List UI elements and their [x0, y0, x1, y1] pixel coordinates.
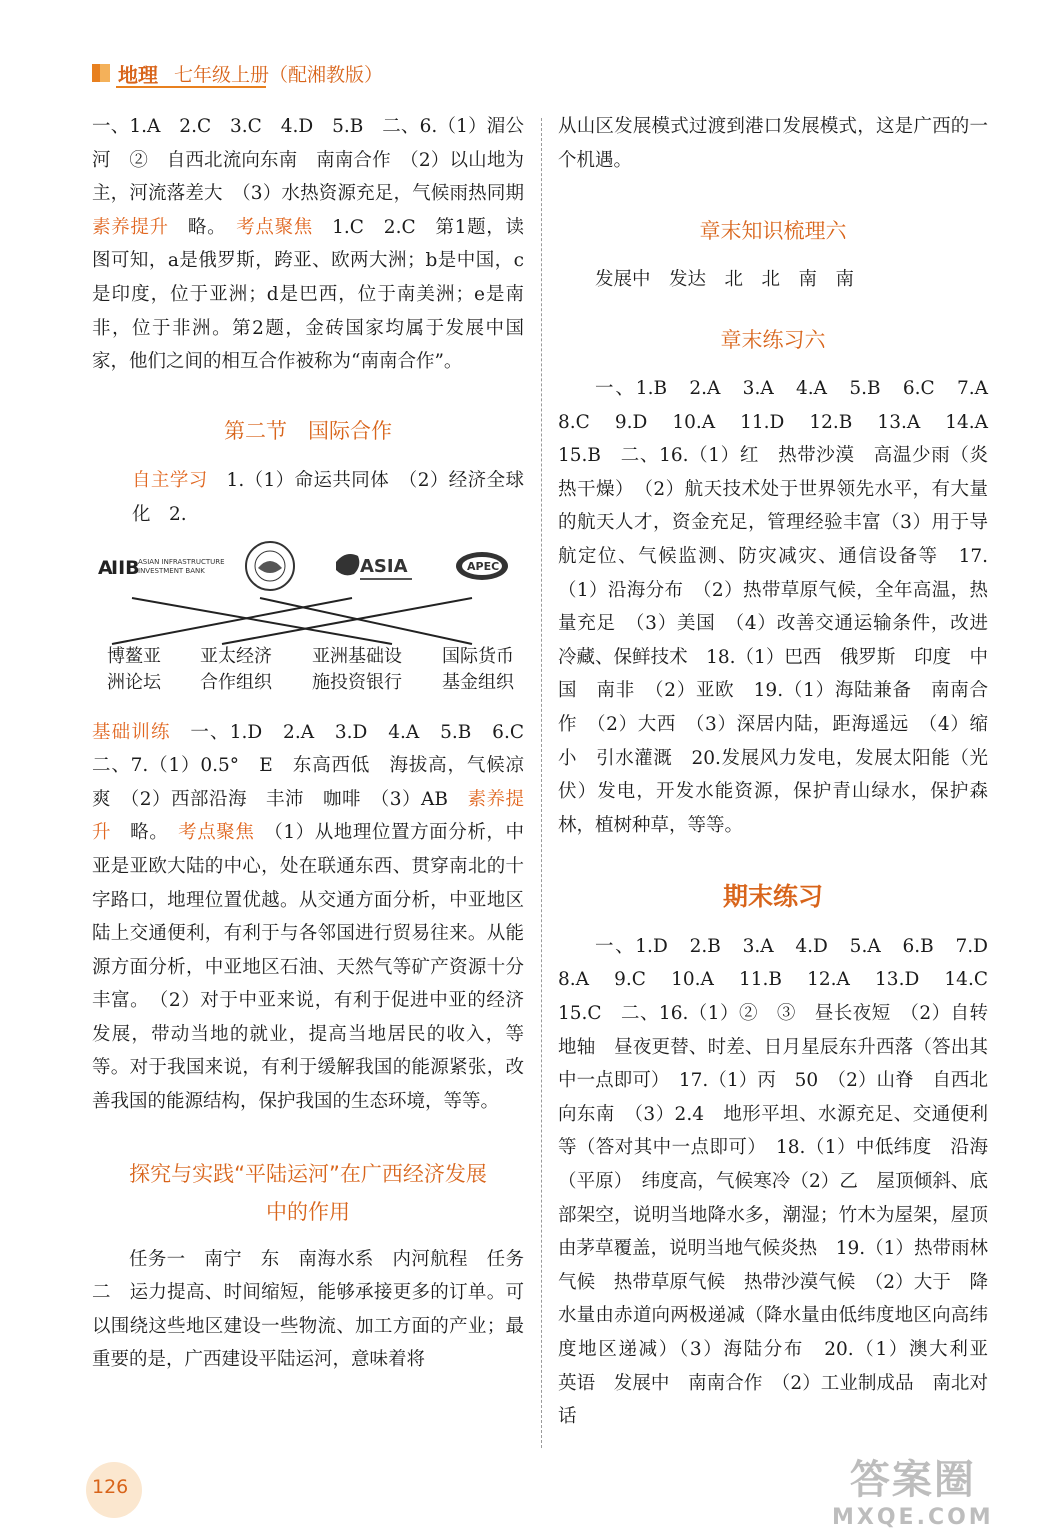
boao-logo-text: ASIA — [360, 555, 408, 577]
final-exercise-answers: 一、1.D 2.B 3.A 4.D 5.A 6.B 7.D 8.A 9.C 10.A 11.B 12.A 13.D 14.C 15.C 二、16.（1）② ③ 昼长夜短 （2）自转 地轴 昼夜更替、时差、日月星辰东升西落（答出其中一点即可） 17.（1）丙 50 （2）山脊 自西北向东南 （3）2.4 地形平坦、水源充足、交通便利等（答对其中一点即可） 18.（1）中低纬度 沿海（平原） 纬度高，气候寒冷（2）乙 屋顶倾斜、底部架空，说明当地降水多，潮湿；竹木为屋架，屋顶由茅草覆盖，说明当地气候炎热 19.（1）热带雨林气候 热带草原气候 热带沙漠气候 （2）大于 降水量由赤道向两极递减（降水量由低纬度地区向高纬度地区递减）（3）海陆分布 20.（1）澳大利亚 英语 发展中 南南合作 （2）工业制成品 南北对话 — [558, 935, 1007, 1428]
page-number: 126 — [92, 1476, 129, 1498]
aiib-logo: A IIB ASIAN INFRASTRUCTURE INVESTMENT BANK — [98, 554, 225, 580]
match-line-2 — [260, 598, 472, 644]
explore-answers: 任务一 南宁 东 南海水系 内河航程 任务二 运力提高、时间缩短，能够承接更多的订单。可以围绕这些地区建设一些物流、加工方面的产业；最重要的是，广西建设平陆运河，意味着将 — [92, 1248, 524, 1371]
chapter6-summary-answers: 发展中 发达 北 北 南 南 — [595, 268, 855, 290]
organization-matching — [92, 540, 524, 644]
svg-text:IIB: IIB — [111, 556, 140, 579]
apec-logo-text: APEC — [467, 559, 500, 573]
answers-block-1: 一、1.A 2.C 3.C 4.D 5.B 二、6.（1）湄公河 ② 自西北流向东南 南南合作 （2）以山地为主，河流落差大 （3）水热资源充足，气候雨热同期 素养提升 略。 考点聚焦 1.C 2.C 第1题，读图可知，a是俄罗斯，跨亚、欧两大洲；b是中国，c是印度，位于亚洲；d是巴西，位于南美洲；e是南非，位于非洲。第2题，金砖国家均属于发展中国家，他们之间的相互合作被称为“南南合作”。 — [92, 116, 543, 373]
basic-training-answers: 基础训练 一、1.D 2.A 3.D 4.A 5.B 6.C 二、7.（1）0.5° E 东高西低 海拔高，气候凉爽 （2）西部沿海 丰沛 咖啡 （3）AB 素养提升 略。 考点聚焦 （1）从地理位置方面分析，中亚是亚欧大陆的中心，处在联通东西、贯穿南北的十字路口，地理位置优越。从交通方面分析，中亚地区陆上交通便利，有利于与各邻国进行贸易往来。从能源方面分析，中亚地区石油、天然气等矿产资源十分丰富。 （2）对于中亚来说，有利于促进中亚的经济发展，带动当地的就业，提高当地居民的收入，等等。对于我国来说，有利于缓解我国的能源紧张，改善我国的能源结构，保护我国的生态环境，等等。 — [92, 721, 543, 1113]
page-header — [92, 58, 383, 88]
header-underline — [116, 86, 266, 88]
watermark — [832, 1448, 994, 1530]
tag-zizhu: 自主学习 — [132, 470, 208, 492]
watermark-title: 答案圈 — [849, 1457, 976, 1503]
label-imf: 国际货币 基金组织 — [442, 645, 514, 693]
book-mark-icon — [92, 62, 112, 84]
svg-text:A: A — [98, 556, 113, 579]
header-subject: 地理 — [118, 62, 158, 87]
column-divider — [541, 118, 542, 1448]
explore-continuation: 从山区发展模式过渡到港口发展模式，这是广西的一个机遇。 — [558, 116, 988, 171]
organization-labels — [92, 644, 524, 716]
tag-jichu: 基础训练 — [92, 721, 171, 743]
match-line-3 — [112, 598, 352, 644]
tag-suyang: 素养提升 — [92, 216, 169, 238]
watermark-url: MXQE.COM — [832, 1505, 994, 1530]
label-aiib: 亚洲基础设 施投资银行 — [312, 645, 402, 693]
matching-lines — [92, 540, 524, 644]
label-apec: 亚太经济 合作组织 — [200, 645, 272, 693]
header-book-title: 七年级上册（配湘教版） — [174, 63, 384, 86]
right-column — [558, 110, 1007, 1434]
tag-kaodian: 考点聚焦 — [236, 216, 313, 238]
explore-title: 探究与实践“平陆运河”在广西经济发展 中的作用 — [129, 1161, 487, 1224]
final-exercise-title: 期末练习 — [722, 882, 823, 912]
label-boao: 博鳌亚 洲论坛 — [107, 645, 161, 693]
tag-kaodian-2: 考点聚焦 — [178, 822, 255, 844]
chapter6-summary-title: 章末知识梳理六 — [699, 219, 847, 244]
tag-suyang-2: 素养提升 — [92, 788, 524, 844]
section-title-international-cooperation: 第二节 国际合作 — [224, 418, 392, 443]
chapter6-exercise-answers: 一、1.B 2.A 3.A 4.A 5.B 6.C 7.A 8.C 9.D 10.A 11.D 12.B 13.A 14.A 15.B 二、16.（1）红 热带沙漠 高温少雨（炎热干燥） （2）航天技术处于世界领先水平，有大量的航天人才，资金充足，管理经验丰富（3）用于导航定位、气候监测、防灾减灾、通信设备等 17.（1）沿海分布 （2）热带草原气候，全年高温，热量充足 （3）美国 （4）改善交通运输条件，改进冷藏、保鲜技术 18.（1）巴西 俄罗斯 印度 中国 南非 （2）亚欧 19.（1）海陆兼备 南南合作 （2）大西 （3）深居内陆，距海遥远 （4）缩小 引水灌溉 20.发展风力发电，发展太阳能（光伏）发电，开发水能资源，保护青山绿水，保护森林，植树种草，等等。 — [558, 377, 1007, 836]
self-study-answers: 自主学习 1.（1）命运共同体 （2）经济全球化 2. — [132, 470, 524, 525]
chapter6-exercise-title: 章末练习六 — [720, 328, 826, 353]
left-column — [92, 110, 543, 1377]
